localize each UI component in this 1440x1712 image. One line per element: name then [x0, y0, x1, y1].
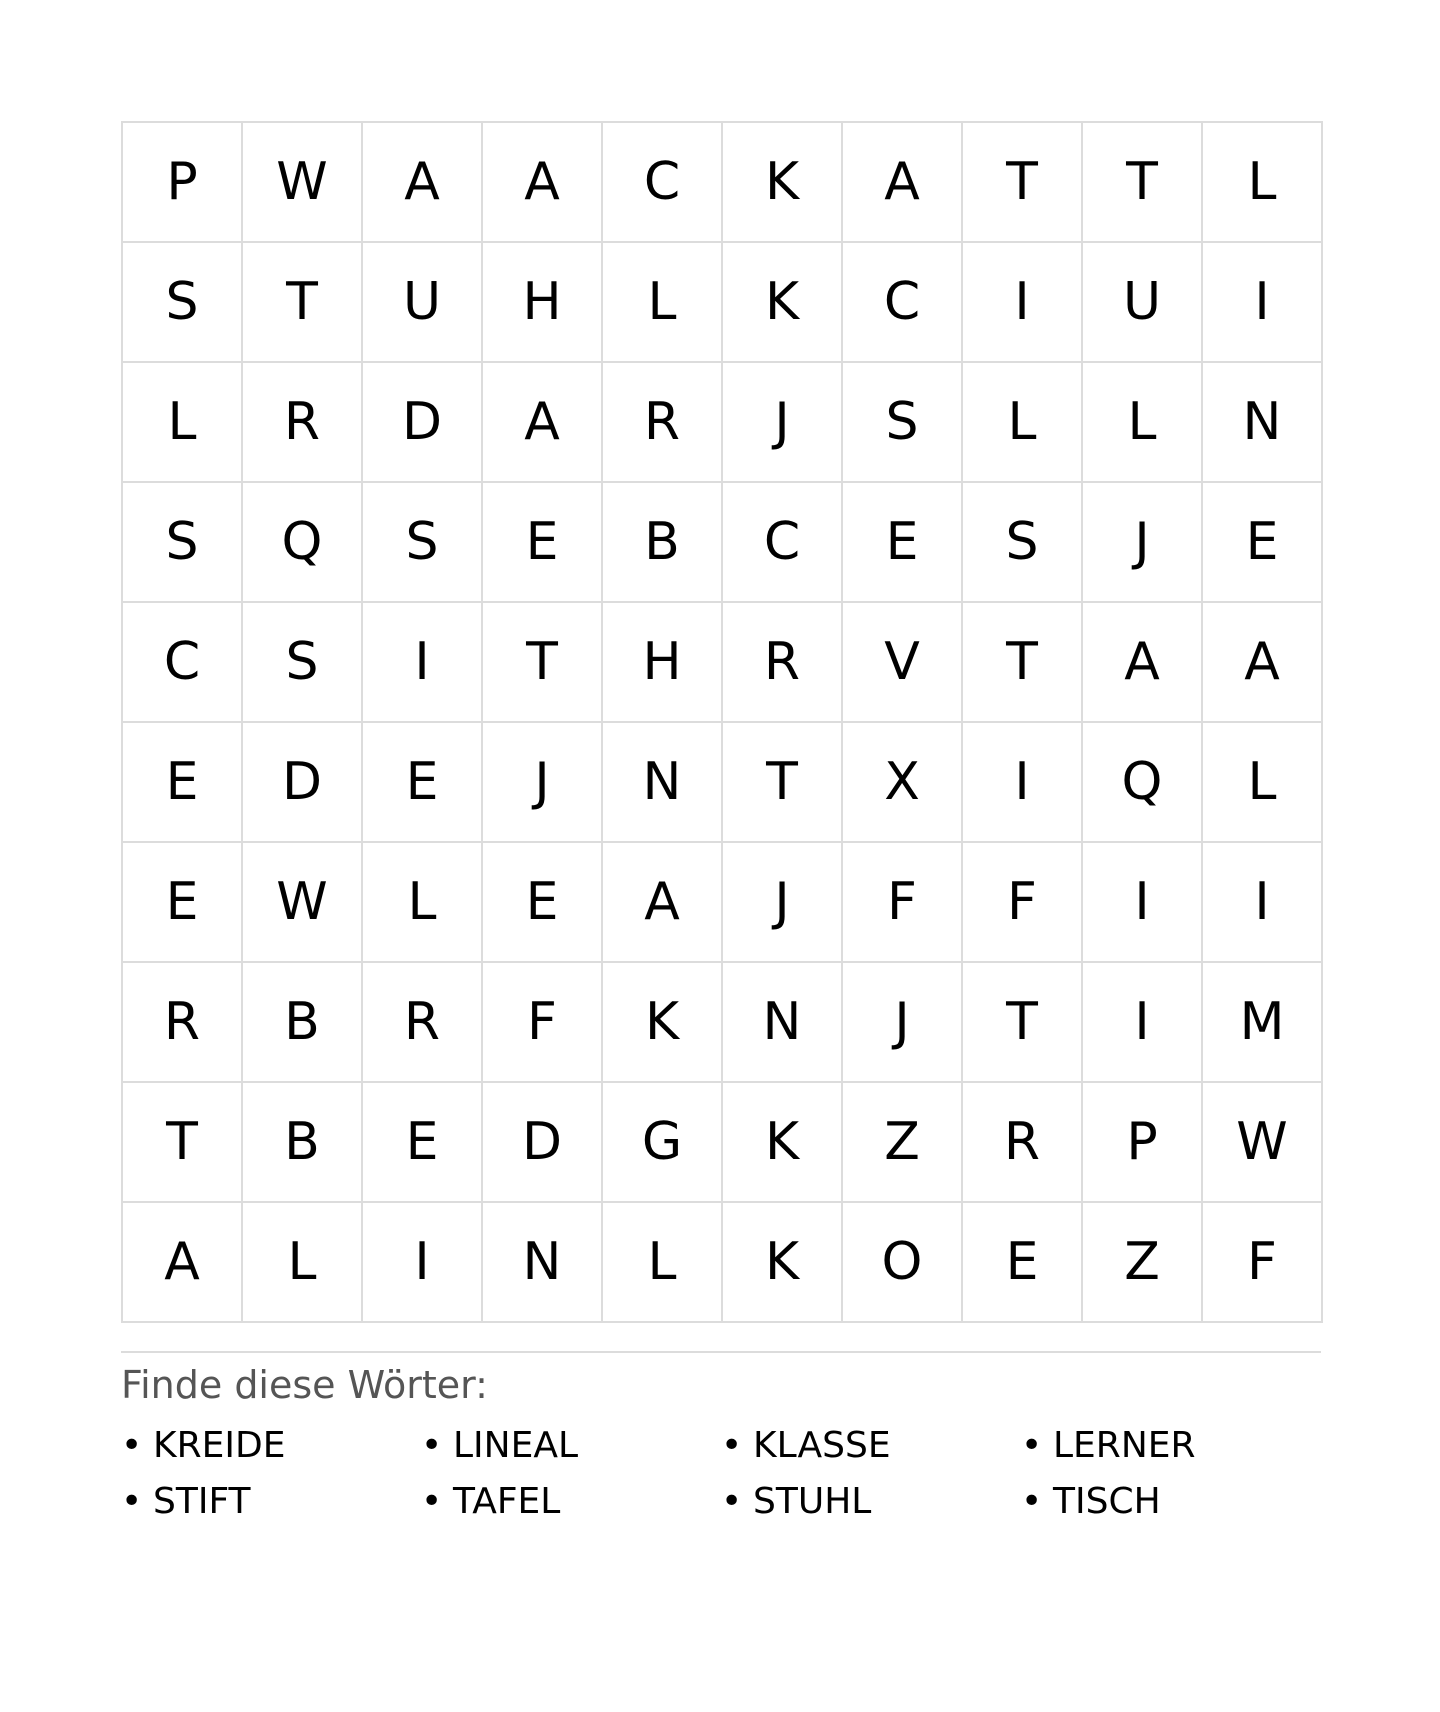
grid-cell[interactable]: K	[603, 963, 723, 1083]
grid-cell[interactable]: J	[723, 363, 843, 483]
word-search-puzzle	[121, 121, 1321, 1529]
grid-cell[interactable]: A	[1203, 603, 1323, 723]
grid-cell[interactable]: S	[843, 363, 963, 483]
grid-cell[interactable]: C	[723, 483, 843, 603]
divider	[121, 1351, 1321, 1353]
grid-cell[interactable]: Q	[243, 483, 363, 603]
grid-cell[interactable]: S	[363, 483, 483, 603]
grid-cell[interactable]: R	[243, 363, 363, 483]
word-list-item	[1021, 1417, 1321, 1473]
grid-cell[interactable]: A	[483, 363, 603, 483]
grid-cell[interactable]: U	[363, 243, 483, 363]
grid-cell[interactable]: I	[963, 243, 1083, 363]
bullet-icon: •	[421, 1424, 443, 1466]
bullet-icon: •	[1021, 1424, 1043, 1466]
grid-cell[interactable]: W	[243, 123, 363, 243]
word-label: STUHL	[753, 1480, 872, 1522]
grid-cell[interactable]: J	[723, 843, 843, 963]
grid-cell[interactable]: T	[243, 243, 363, 363]
grid-cell[interactable]: U	[1083, 243, 1203, 363]
grid-cell[interactable]: N	[723, 963, 843, 1083]
bullet-icon: •	[721, 1480, 743, 1522]
word-label: KLASSE	[753, 1424, 891, 1466]
grid-cell[interactable]: E	[483, 483, 603, 603]
grid-cell[interactable]: K	[723, 1083, 843, 1203]
grid-cell[interactable]: E	[363, 1083, 483, 1203]
grid-cell[interactable]: K	[723, 123, 843, 243]
grid-cell[interactable]: L	[1203, 123, 1323, 243]
grid-cell[interactable]: F	[843, 843, 963, 963]
grid-cell[interactable]: E	[123, 723, 243, 843]
grid-cell[interactable]: L	[363, 843, 483, 963]
grid-cell[interactable]: G	[603, 1083, 723, 1203]
grid-cell[interactable]: Z	[1083, 1203, 1203, 1323]
word-list-item	[721, 1473, 1021, 1529]
bullet-icon: •	[721, 1424, 743, 1466]
grid-cell[interactable]: C	[843, 243, 963, 363]
grid-cell[interactable]: D	[243, 723, 363, 843]
grid-cell[interactable]: O	[843, 1203, 963, 1323]
grid-cell[interactable]: T	[963, 123, 1083, 243]
grid-cell[interactable]: A	[363, 123, 483, 243]
word-label: TISCH	[1053, 1480, 1161, 1522]
bullet-icon: •	[1021, 1480, 1043, 1522]
grid-cell[interactable]: I	[1203, 243, 1323, 363]
grid-cell[interactable]: S	[963, 483, 1083, 603]
word-list-item	[721, 1417, 1021, 1473]
grid-cell[interactable]: W	[1203, 1083, 1323, 1203]
grid-cell[interactable]: P	[123, 123, 243, 243]
grid-cell[interactable]: L	[243, 1203, 363, 1323]
grid-cell[interactable]: I	[1083, 843, 1203, 963]
bullet-icon: •	[121, 1424, 143, 1466]
word-list-item	[121, 1473, 421, 1529]
grid-cell[interactable]: T	[963, 963, 1083, 1083]
grid-cell[interactable]: S	[123, 243, 243, 363]
grid-cell[interactable]: R	[123, 963, 243, 1083]
grid-cell[interactable]: I	[363, 1203, 483, 1323]
word-list-item	[421, 1417, 721, 1473]
grid-cell[interactable]: M	[1203, 963, 1323, 1083]
grid-cell[interactable]: E	[123, 843, 243, 963]
grid-cell[interactable]: I	[1203, 843, 1323, 963]
grid-cell[interactable]: L	[603, 1203, 723, 1323]
grid-cell[interactable]: V	[843, 603, 963, 723]
grid-cell[interactable]: L	[603, 243, 723, 363]
grid-cell[interactable]: J	[1083, 483, 1203, 603]
word-list-title: Finde diese Wörter:	[121, 1363, 488, 1407]
word-label: KREIDE	[153, 1424, 286, 1466]
grid-cell[interactable]: B	[603, 483, 723, 603]
grid-cell[interactable]: H	[603, 603, 723, 723]
grid-cell[interactable]: S	[123, 483, 243, 603]
grid-cell[interactable]: Q	[1083, 723, 1203, 843]
grid-cell[interactable]: L	[963, 363, 1083, 483]
grid-cell[interactable]: B	[243, 963, 363, 1083]
grid-cell[interactable]: T	[123, 1083, 243, 1203]
grid-cell[interactable]: Z	[843, 1083, 963, 1203]
word-label: LINEAL	[453, 1424, 579, 1466]
grid-cell[interactable]: H	[483, 243, 603, 363]
grid-cell[interactable]: N	[483, 1203, 603, 1323]
grid-cell[interactable]: L	[1203, 723, 1323, 843]
grid-cell[interactable]: I	[1083, 963, 1203, 1083]
grid-cell[interactable]: X	[843, 723, 963, 843]
grid-cell[interactable]: T	[723, 723, 843, 843]
grid-cell[interactable]: L	[123, 363, 243, 483]
word-list-item	[121, 1417, 421, 1473]
grid-cell[interactable]: E	[963, 1203, 1083, 1323]
word-label: STIFT	[153, 1480, 251, 1522]
grid-cell[interactable]: J	[843, 963, 963, 1083]
grid-cell[interactable]: T	[483, 603, 603, 723]
word-list-item	[421, 1473, 721, 1529]
grid-cell[interactable]: W	[243, 843, 363, 963]
word-label: TAFEL	[453, 1480, 561, 1522]
grid-cell[interactable]: K	[723, 1203, 843, 1323]
grid-cell[interactable]: N	[1203, 363, 1323, 483]
grid-cell[interactable]: E	[363, 723, 483, 843]
word-list-item	[1021, 1473, 1321, 1529]
grid-cell[interactable]: K	[723, 243, 843, 363]
grid-cell[interactable]: L	[1083, 363, 1203, 483]
grid-cell[interactable]: B	[243, 1083, 363, 1203]
grid-cell[interactable]: F	[963, 843, 1083, 963]
grid-cell[interactable]: C	[603, 123, 723, 243]
grid-cell[interactable]: D	[483, 1083, 603, 1203]
grid-cell[interactable]: J	[483, 723, 603, 843]
grid-cell[interactable]: A	[603, 843, 723, 963]
grid-cell[interactable]: C	[123, 603, 243, 723]
bullet-icon: •	[121, 1480, 143, 1522]
grid-cell[interactable]: A	[483, 123, 603, 243]
grid-cell[interactable]: F	[483, 963, 603, 1083]
grid-cell[interactable]: S	[243, 603, 363, 723]
grid-cell[interactable]: I	[363, 603, 483, 723]
bullet-icon: •	[421, 1480, 443, 1522]
word-label: LERNER	[1053, 1424, 1196, 1466]
grid-cell[interactable]: T	[1083, 123, 1203, 243]
grid-cell[interactable]: A	[1083, 603, 1203, 723]
grid-cell[interactable]: A	[123, 1203, 243, 1323]
letter-grid	[121, 121, 1323, 1323]
grid-cell[interactable]: F	[1203, 1203, 1323, 1323]
grid-cell[interactable]: R	[603, 363, 723, 483]
word-list	[121, 1417, 1321, 1529]
grid-cell[interactable]: N	[603, 723, 723, 843]
grid-cell[interactable]: E	[1203, 483, 1323, 603]
grid-cell[interactable]: A	[843, 123, 963, 243]
grid-cell[interactable]: E	[843, 483, 963, 603]
grid-cell[interactable]: E	[483, 843, 603, 963]
grid-cell[interactable]: R	[963, 1083, 1083, 1203]
grid-cell[interactable]: P	[1083, 1083, 1203, 1203]
grid-cell[interactable]: R	[723, 603, 843, 723]
grid-cell[interactable]: T	[963, 603, 1083, 723]
grid-cell[interactable]: I	[963, 723, 1083, 843]
grid-cell[interactable]: R	[363, 963, 483, 1083]
grid-cell[interactable]: D	[363, 363, 483, 483]
